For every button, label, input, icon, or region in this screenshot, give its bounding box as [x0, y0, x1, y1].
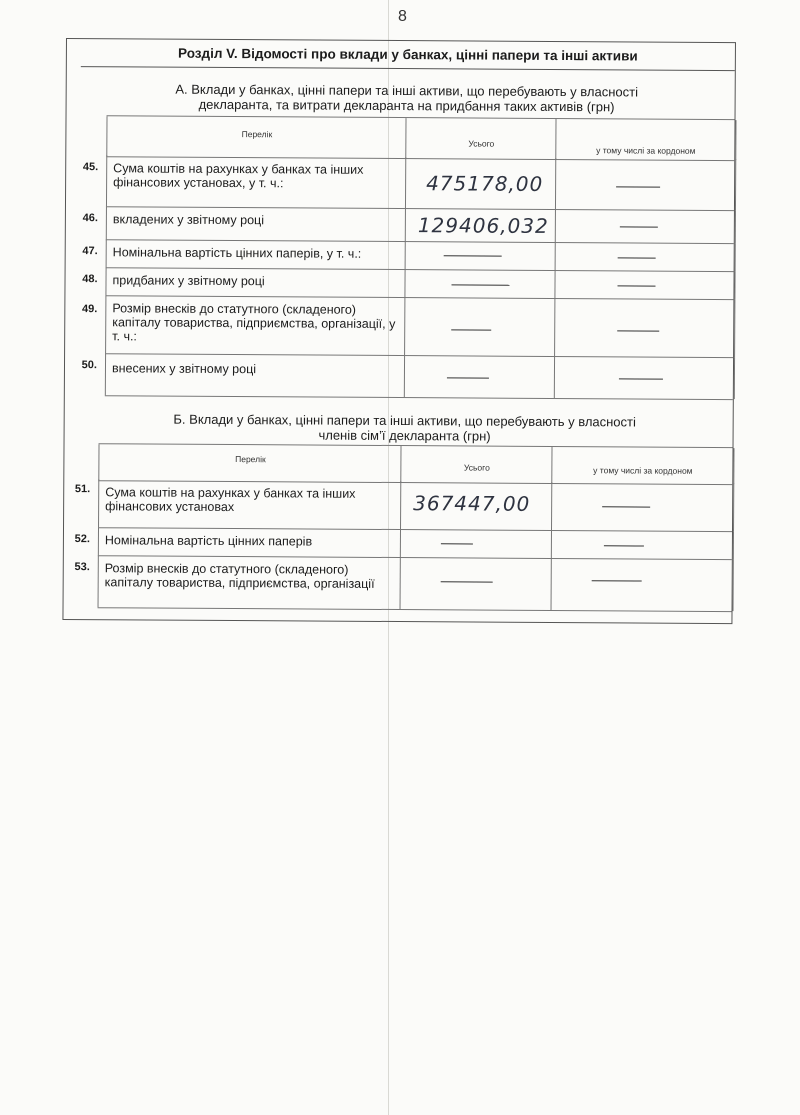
row-label: Номінальна вартість цінних паперів, у т. ч.:: [112, 245, 362, 261]
dash-mark: [616, 186, 660, 187]
row-label: Сума коштів на рахунках у банках та інших фінансових установах, у т. ч.:: [113, 161, 364, 191]
row-label: Номінальна вартість цінних паперів: [104, 533, 313, 549]
section-v-frame: [62, 38, 736, 624]
dash-mark: [618, 257, 656, 258]
handwritten-total: 129406,032: [417, 213, 549, 238]
row-label: Розмір внесків до статутного (складеного) капіталу товариства, підприємства, організації, у т. ч.:: [112, 301, 396, 344]
dash-mark: [441, 543, 473, 544]
table-header-row: [106, 115, 734, 161]
table-row: [106, 206, 734, 244]
part-b-title: [125, 411, 685, 444]
table-row: [105, 353, 733, 400]
section-title: Розділ V. Відомості про вклади у банках, цінні папери та інші активи: [81, 39, 735, 71]
row-number: 50.: [81, 359, 98, 372]
row-number: 45.: [82, 161, 99, 174]
row-number: 53.: [74, 561, 90, 574]
row-label: Розмір внесків до статутного (складеного) капіталу товариства, підприємства, організації: [104, 561, 375, 591]
dash-mark: [447, 377, 489, 378]
dash-mark: [441, 581, 493, 582]
handwritten-total: 475178,00: [426, 171, 544, 196]
dash-mark: [602, 506, 650, 507]
header-list: Перелік: [241, 129, 273, 140]
dash-mark: [444, 255, 502, 256]
dash-mark: [619, 378, 663, 379]
dash-mark: [604, 545, 644, 546]
header-list: Перелік: [235, 454, 266, 465]
dash-mark: [617, 285, 655, 286]
row-number: 51.: [74, 483, 91, 496]
table-row: [105, 295, 733, 358]
row-number: 48.: [82, 273, 98, 286]
header-abroad: у тому числі за кордоном: [593, 465, 693, 476]
header-total: Усього: [463, 462, 490, 473]
table-row: [98, 555, 732, 612]
part-a-title: [127, 81, 687, 114]
header-abroad: у тому числі за кордоном: [596, 145, 696, 156]
header-total: Усього: [468, 138, 495, 149]
row-label: внесених у звітному році: [111, 361, 257, 377]
table-row: [106, 155, 734, 211]
dash-mark: [620, 226, 658, 227]
row-label: вкладених у звітному році: [112, 212, 265, 228]
row-number: 47.: [82, 245, 98, 258]
row-number: 49.: [82, 303, 98, 316]
table-row: [98, 479, 732, 532]
part-b-title-line2: членів сім’ї декларанта (грн): [318, 427, 491, 444]
dash-mark: [451, 329, 491, 330]
row-number: 46.: [82, 212, 98, 225]
part-b-title-line1: Б. Вклади у банках, цінні папери та інші активи, що перебувають у власності: [173, 411, 636, 430]
row-label: Сума коштів на рахунках у банках та інших фінансових установах: [105, 485, 356, 515]
row-label: придбаних у звітному році: [112, 273, 265, 289]
row-number: 52.: [74, 533, 90, 546]
dash-mark: [592, 580, 642, 581]
part-a-title-line2: декларанта, та витрати декларанта на придбання таких активів (грн): [198, 96, 615, 115]
handwritten-total: 367447,00: [413, 491, 531, 516]
dash-mark: [451, 284, 509, 285]
page-number: 8: [398, 8, 407, 25]
dash-mark: [617, 330, 659, 331]
part-a-title-line1: А. Вклади у банках, цінні папери та інші активи, що перебувають у власності: [175, 81, 639, 100]
part-a-table: [81, 115, 735, 377]
